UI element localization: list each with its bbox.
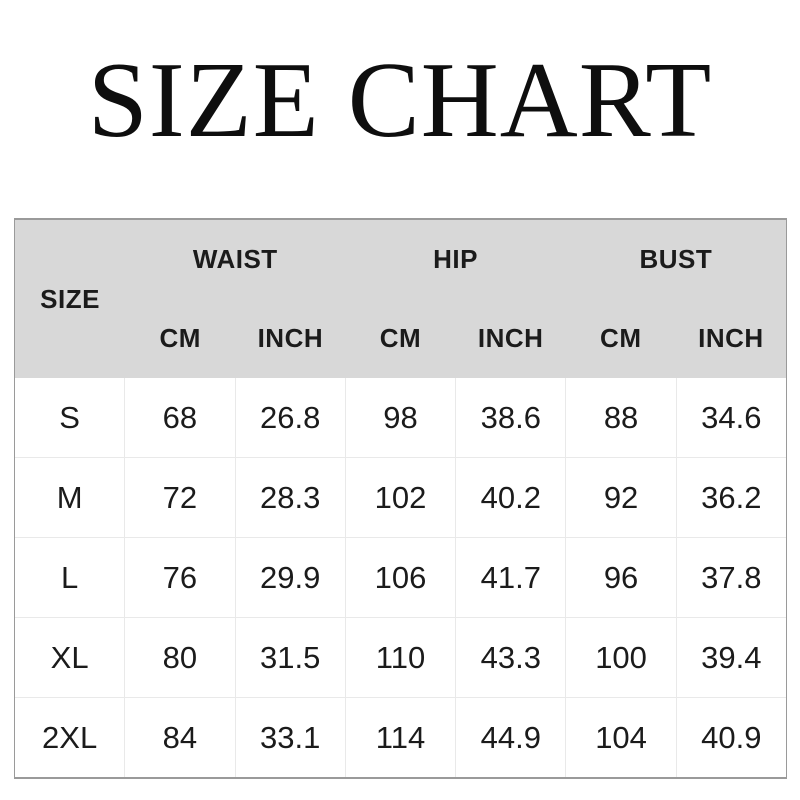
value-cell-bust-cm: 104 xyxy=(566,698,675,777)
value-cell-waist-cm: 76 xyxy=(125,538,234,617)
unit-header-bust-cm: CM xyxy=(600,323,642,353)
group-header-waist: WAIST xyxy=(192,244,278,274)
value-cell-hip-inch: 43.3 xyxy=(456,618,565,697)
value-cell-hip-cm: 110 xyxy=(346,618,455,697)
value-cell-waist-inch: 33.1 xyxy=(236,698,345,777)
size-label: S xyxy=(15,378,124,457)
value-cell-hip-inch: 40.2 xyxy=(456,458,565,537)
value-cell-hip-inch: 41.7 xyxy=(456,538,565,617)
table-body xyxy=(15,378,786,777)
value-cell-bust-inch: 37.8 xyxy=(677,538,786,617)
value-cell-hip-cm: 106 xyxy=(346,538,455,617)
group-header-bust: BUST xyxy=(639,244,713,274)
value-cell-bust-cm: 88 xyxy=(566,378,675,457)
value-cell-hip-cm: 98 xyxy=(346,378,455,457)
size-chart-table xyxy=(14,218,787,779)
value-cell-waist-cm: 68 xyxy=(125,378,234,457)
size-label: XL xyxy=(15,618,124,697)
unit-header-hip-cm: CM xyxy=(379,323,422,353)
value-cell-bust-inch: 40.9 xyxy=(677,698,786,777)
unit-header-waist-inch: INCH xyxy=(257,323,324,353)
value-cell-hip-inch: 38.6 xyxy=(456,378,565,457)
size-label: M xyxy=(15,458,124,537)
group-header-hip: HIP xyxy=(433,244,478,274)
value-cell-bust-cm: 100 xyxy=(566,618,675,697)
value-cell-bust-cm: 96 xyxy=(566,538,675,617)
size-label: 2XL xyxy=(15,698,124,777)
value-cell-waist-inch: 29.9 xyxy=(236,538,345,617)
value-cell-waist-inch: 31.5 xyxy=(236,618,345,697)
unit-header-bust-inch: INCH xyxy=(698,323,764,353)
value-cell-bust-cm: 92 xyxy=(566,458,675,537)
value-cell-bust-inch: 36.2 xyxy=(677,458,786,537)
value-cell-hip-inch: 44.9 xyxy=(456,698,565,777)
value-cell-hip-cm: 102 xyxy=(346,458,455,537)
value-cell-bust-inch: 34.6 xyxy=(677,378,786,457)
value-cell-bust-inch: 39.4 xyxy=(677,618,786,697)
value-cell-waist-cm: 72 xyxy=(125,458,234,537)
page-title: SIZE CHART xyxy=(87,41,713,160)
table-header xyxy=(15,220,786,378)
value-cell-waist-inch: 28.3 xyxy=(236,458,345,537)
size-label: L xyxy=(15,538,124,617)
unit-header-waist-cm: CM xyxy=(159,323,201,353)
unit-header-hip-inch: INCH xyxy=(477,323,544,353)
size-column-header: SIZE xyxy=(40,283,100,314)
value-cell-hip-cm: 114 xyxy=(346,698,455,777)
value-cell-waist-cm: 84 xyxy=(125,698,234,777)
value-cell-waist-cm: 80 xyxy=(125,618,234,697)
value-cell-waist-inch: 26.8 xyxy=(236,378,345,457)
